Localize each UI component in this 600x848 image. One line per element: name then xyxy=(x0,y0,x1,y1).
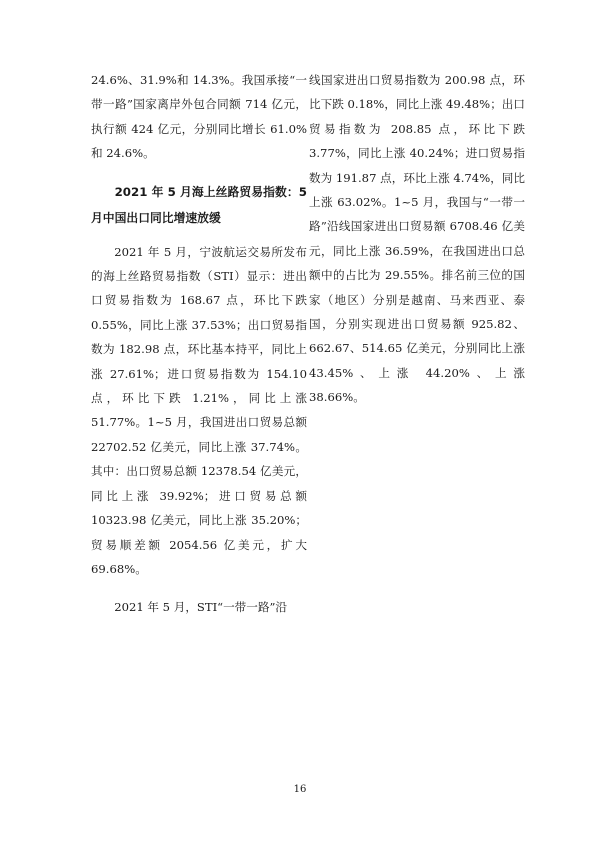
sti-paragraph: 2021 年 5 月，宁波航运交易所发布的海上丝路贸易指数（STI）显示：进出口贸易指数为 168.67 点，环比下跌 0.55%，同比上涨 37.53%；出口贸易指数为 182.98 点，环比基本持平，同比上涨 27.61%；进口贸易指数为 154.10 点，环比下跌 1.21%，同比上涨 51.77%。1~5 月，我国进出口贸易总额 22702.52 亿美元，同比上涨 37.74%。其中：出口贸易总额 12378.54 亿美元，同比上涨 39.92%；进口贸易总额 10323.98 亿美元，同比上涨 35.20%；贸易顺差额 2054.56 亿美元，扩大 69.68%。 xyxy=(91,244,307,576)
section-heading: 2021 年 5 月海上丝路贸易指数：5 月中国出口同比增速放缓 xyxy=(91,184,307,225)
right-column xyxy=(309,68,525,410)
belt-road-paragraph-start: 2021 年 5 月，STI“一带一路”沿 xyxy=(114,600,287,615)
page-number: 16 xyxy=(293,784,307,795)
intro-paragraph: 24.6%、31.9%和 14.3%。我国承接“一带一路”国家离岸外包合同额 714 亿元，执行额 424 亿元，分别同比增长 61.0%和 24.6%。 xyxy=(91,73,307,161)
left-column xyxy=(91,68,307,620)
belt-road-paragraph-continued: 线国家进出口贸易指数为 200.98 点，环比下跌 0.18%，同比上涨 49.48%；出口贸易指数为 208.85 点，环比下跌 3.77%，同比上涨 40.24%；进口贸易指数为 191.87 点，环比上涨 4.74%，同比上涨 63.02%。1~5 月，我国与“一带一路”沿线国家进出口贸易额 6708.46 亿美元，同比上涨 36.59%，在我国进出口总额中的占比为 29.55%。排名前三位的国家（地区）分别是越南、马来西亚、泰国，分别实现进出口贸易额 925.82、662.67、514.65 亿美元，分别同比上涨 43.45%、上涨 44.20%、上涨 38.66%。 xyxy=(309,73,525,405)
